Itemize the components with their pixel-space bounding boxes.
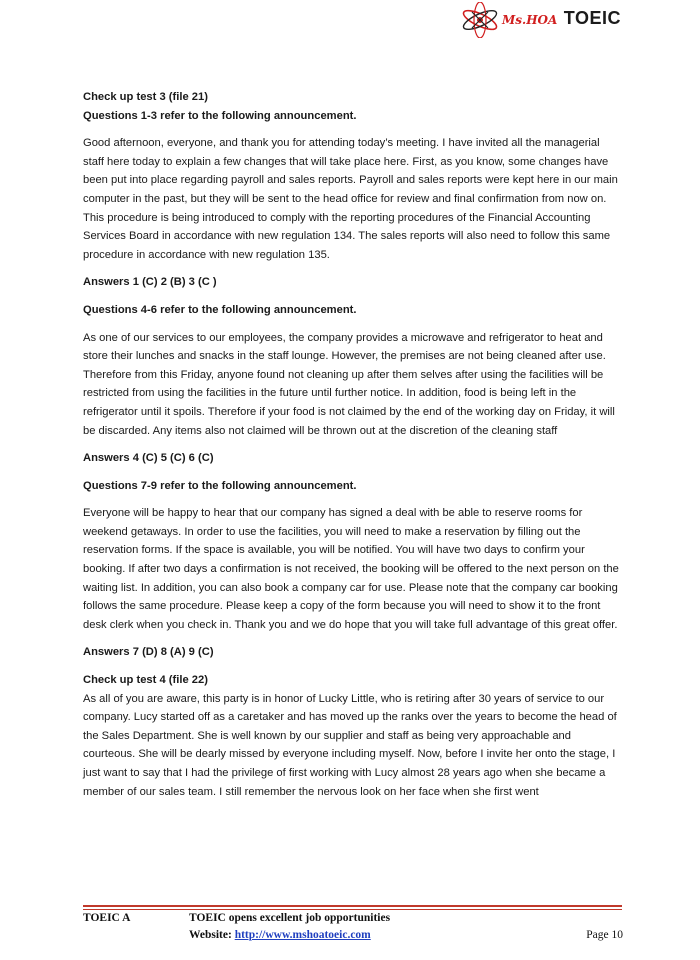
- logo-ms: Ms.HOA: [502, 13, 558, 27]
- website-link[interactable]: http://www.mshoatoeic.com: [234, 929, 371, 941]
- logo-text: [502, 8, 621, 29]
- speech-test-4: As all of you are aware, this party is in honor of Lucky Little, who is retiring after 30 years of service to our company. Lucy started off as a caretaker and has moved up the ranks over the years to become the head of the Sales Department. She is well known by our supplier and staff as being very approachable and courteous. She will be dearly missed by everyone including myself. Now, before I invite her onto the stage, I just want to say that I had the privilege of first working with Lucy almost 28 years ago when she became a member of our sales team. I still remember the nervous look on her face when she first went: [83, 692, 617, 798]
- answers-4-6: Answers 4 (C) 5 (C) 6 (C): [83, 452, 214, 465]
- announcement-1-3: Good afternoon, everyone, and thank you for attending today’s meeting. I have invited all the managerial staff here today to explain a few changes that will take place here. First, as you know, some changes have been put into place regarding payroll and sales reports. Payroll and sales reports were kept here in our main computer in the past, but they will be sent to the head office for review and final confirmation from now on. This procedure is being introduced to comply with the reporting procedures of the Financial Accounting Services Board in accordance with new regulation 134. The sales reports will also need to follow this same procedure in accordance with new regulation 135.: [83, 137, 618, 261]
- footer-website-label: Website:: [189, 929, 235, 941]
- document-body: [83, 88, 623, 801]
- atom-logo-icon: [458, 2, 506, 38]
- question-heading-7-9: Questions 7-9 refer to the following announcement.: [83, 479, 357, 492]
- page-number: Page 10: [586, 929, 623, 941]
- answers-1-3: Answers 1 (C) 2 (B) 3 (C ): [83, 276, 217, 289]
- section-title-test-4: Check up test 4 (file 22): [83, 674, 208, 687]
- logo-toeic: TOEIC: [563, 8, 621, 28]
- footer-website: [189, 929, 371, 941]
- announcement-7-9: Everyone will be happy to hear that our company has signed a deal with be able to reserve rooms for weekend getaways. In order to use the facilities, you will need to make a reservation by filling out the reservation forms. If the space is available, you will be notified. You will have two days to confirm your booking. If after two days a confirmation is not received, the booking will be offered to the next person on the waiting list. In addition, you can also book a company car for use. Please note that the company car booking follows the same procedure. Please keep a copy of the form because you will need to show it to the front desk clerk when you check in. Thank you and we do hope that you will take full advantage of this great offer.: [83, 507, 619, 631]
- announcement-4-6: As one of our services to our employees, the company provides a microwave and refrigerator to heat and store their lunches and snacks in the staff lounge. However, the premises are not being cleaned after use. Therefore from this Friday, anyone found not cleaning up after them selves after using the facilities will be restricted from using the facilities in the future until further notice. In addition, food is being left in the refrigerator until it spoils. Therefore if your food is not claimed by the end of the working day on Friday, it will be discarded. Any items also not claimed will be thrown out at the discretion of the cleaning staff: [83, 331, 615, 437]
- footer-divider: [83, 905, 622, 910]
- header-logo: [458, 2, 621, 38]
- footer-section-label: TOEIC A: [83, 912, 131, 924]
- answers-7-9: Answers 7 (D) 8 (A) 9 (C): [83, 646, 214, 659]
- footer-tagline: TOEIC opens excellent job opportunities: [189, 912, 391, 924]
- section-title-test-3: Check up test 3 (file 21): [83, 91, 208, 103]
- question-heading-4-6: Questions 4-6 refer to the following announcement.: [83, 303, 357, 316]
- question-heading-1-3: Questions 1-3 refer to the following announcement.: [83, 109, 357, 122]
